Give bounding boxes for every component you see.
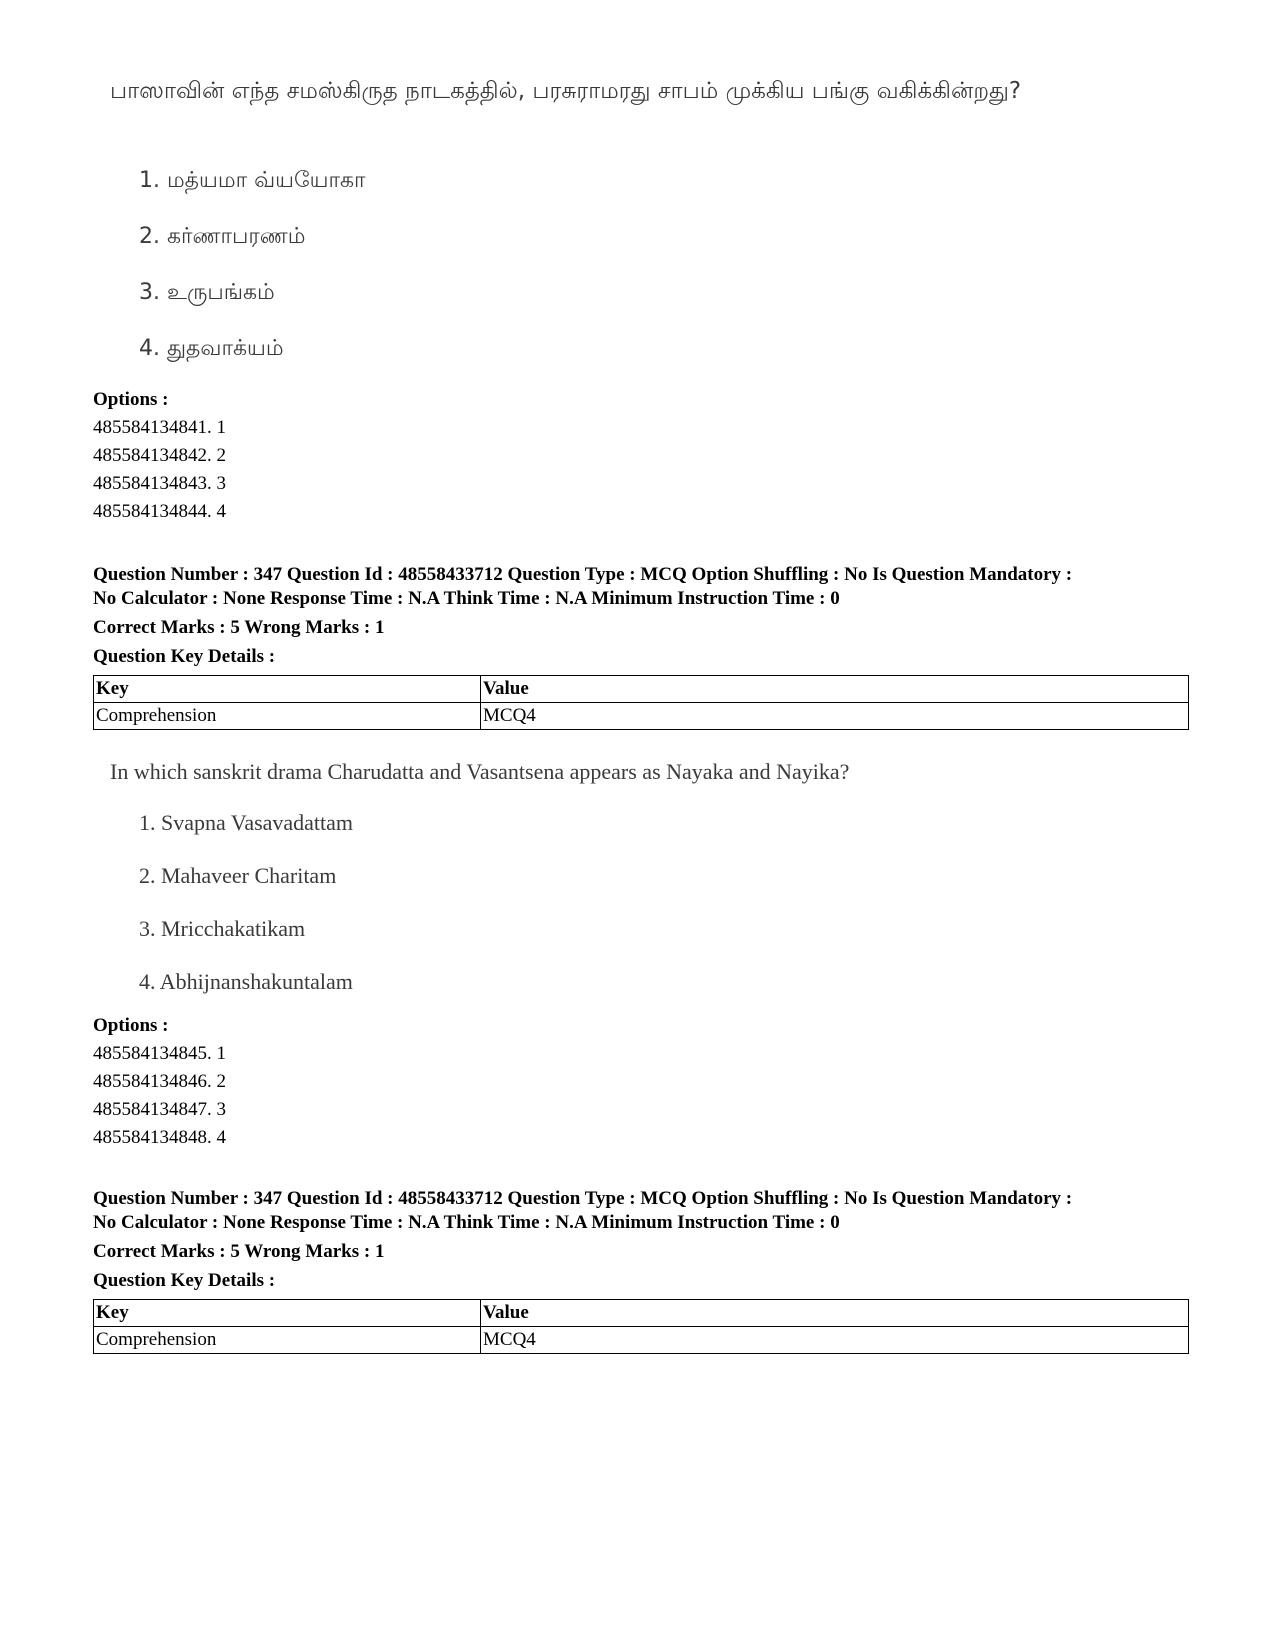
question-1-choice-1: 1. மத்யமா வ்யயோகா xyxy=(139,168,366,193)
question-1-option-4: 485584134844. 4 xyxy=(93,501,226,522)
question-1-options-label: Options : xyxy=(93,389,169,410)
question-1-stem: பாஸாவின் எந்த சமஸ்கிருத நாடகத்தில், பரசுராமரது சாபம் முக்கிய பங்கு வகிக்கின்றது? xyxy=(110,78,1022,104)
table-header-key: Key xyxy=(94,676,481,703)
question-2-choice-2: 2. Mahaveer Charitam xyxy=(139,863,337,888)
table-cell-key: Comprehension xyxy=(94,1327,481,1354)
question-2-choice-4: 4. Abhijnanshakuntalam xyxy=(139,969,353,994)
question-1-option-1: 485584134841. 1 xyxy=(93,417,226,438)
question-2-options-label: Options : xyxy=(93,1015,169,1036)
question-2-meta-line-1: Question Number : 347 Question Id : 48558433712 Question Type : MCQ Option Shuffling : No Is Question Mandatory : xyxy=(93,564,1073,585)
question-1-choice-3: 3. உருபங்கம் xyxy=(139,280,275,305)
table-cell-value: MCQ4 xyxy=(481,1327,1189,1354)
question-2-key-table xyxy=(93,675,1189,730)
table-header-value: Value xyxy=(481,676,1189,703)
question-2-option-2: 485584134846. 2 xyxy=(93,1071,226,1092)
question-2-meta-line-2: No Calculator : None Response Time : N.A Think Time : N.A Minimum Instruction Time : 0 xyxy=(93,588,840,609)
question-1-option-3: 485584134843. 3 xyxy=(93,473,226,494)
question-2-option-4: 485584134848. 4 xyxy=(93,1127,226,1148)
question-2-choice-1: 1. Svapna Vasavadattam xyxy=(139,810,354,835)
question-2-key-details-label: Question Key Details : xyxy=(93,646,276,667)
table-cell-value: MCQ4 xyxy=(481,703,1189,730)
table-header-value: Value xyxy=(481,1300,1189,1327)
table-cell-key: Comprehension xyxy=(94,703,481,730)
question-2-choice-3: 3. Mricchakatikam xyxy=(139,916,306,941)
table-row xyxy=(94,703,1189,730)
question-1-choice-4: 4. துதவாக்யம் xyxy=(139,336,284,361)
question-2-option-3: 485584134847. 3 xyxy=(93,1099,226,1120)
question-1-choice-2: 2. கர்ணாபரணம் xyxy=(139,224,306,249)
table-header-key: Key xyxy=(94,1300,481,1327)
question-3-meta-line-2: No Calculator : None Response Time : N.A Think Time : N.A Minimum Instruction Time : 0 xyxy=(93,1212,840,1233)
question-3-marks: Correct Marks : 5 Wrong Marks : 1 xyxy=(93,1241,385,1262)
question-2-marks: Correct Marks : 5 Wrong Marks : 1 xyxy=(93,617,385,638)
table-row xyxy=(94,1327,1189,1354)
question-3-key-table xyxy=(93,1299,1189,1354)
question-3-key-details-label: Question Key Details : xyxy=(93,1270,276,1291)
table-header-row xyxy=(94,676,1189,703)
question-3-meta-line-1: Question Number : 347 Question Id : 48558433712 Question Type : MCQ Option Shuffling : No Is Question Mandatory : xyxy=(93,1188,1073,1209)
question-1-option-2: 485584134842. 2 xyxy=(93,445,226,466)
table-header-row xyxy=(94,1300,1189,1327)
question-2-stem: In which sanskrit drama Charudatta and Vasantsena appears as Nayaka and Nayika? xyxy=(110,759,850,784)
question-2-option-1: 485584134845. 1 xyxy=(93,1043,226,1064)
